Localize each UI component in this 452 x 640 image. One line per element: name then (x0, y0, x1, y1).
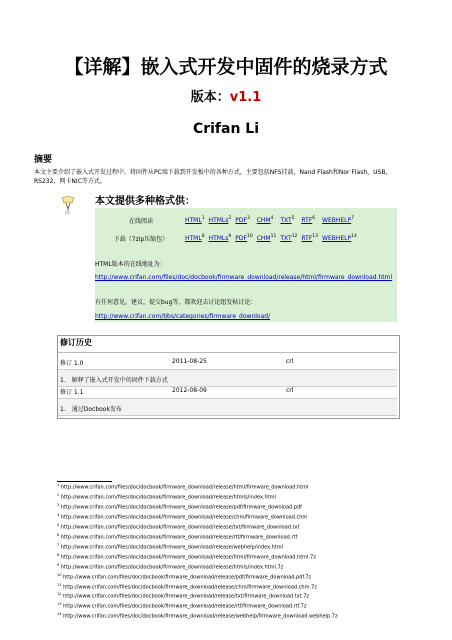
footnote: $^6$ http://www.crifan.com/files/doc/docbook/firmware_download/release/rtf/firmware_download.rtf (57, 532, 298, 541)
footnote: $^8$ http://www.crifan.com/files/doc/docbook/firmware_download/release/html/firmware_download.html.7z (57, 552, 316, 561)
footnote: $^{14}$ http://www.crifan.com/files/doc/docbook/firmware_download/release/webhelp/firmware_download.webhelp.7z (57, 612, 338, 621)
footnote: $^3$ http://www.crifan.com/files/doc/docbook/firmware_download/release/pdf/firmware_download.pdf (57, 502, 302, 511)
document-title: 【详解】嵌入式开发中固件的烧录方式 (64, 56, 388, 78)
feedback-label: 有任何意见，建议，提交bug等，都欢迎去讨论组发帖讨论： (95, 299, 257, 306)
download-link-chm[interactable]: CHM (256, 235, 271, 242)
download-link-htmls[interactable]: HTMLs (208, 235, 229, 242)
revision-note: 1. 解释了嵌入式开发中的固件下载方式 (60, 377, 168, 384)
download-link-txt[interactable]: TXT (280, 235, 292, 242)
revision-note: 1. 通过Docbook发布 (60, 406, 122, 413)
note-icon (60, 195, 76, 215)
online-url-link[interactable]: http://www.crifan.com/files/doc/docbook/firmware_download/release/html/firmware_download.html (95, 274, 393, 281)
download-link-rtf[interactable]: RTF (301, 235, 313, 242)
footnote: $^{12}$ http://www.crifan.com/files/doc/docbook/firmware_download/release/txt/firmware_download.txt.7z (57, 592, 310, 601)
revision-row (58, 353, 397, 370)
footnote: $^{13}$ http://www.crifan.com/files/doc/docbook/firmware_download/release/rtf/firmware_download.rtf.7z (57, 602, 307, 611)
abstract-title: 摘要 (34, 155, 53, 165)
footnote: $^{10}$ http://www.crifan.com/files/doc/docbook/firmware_download/release/pdf/firmware_download.pdf.7z (57, 572, 312, 581)
format-link-pdf[interactable]: PDF (235, 217, 247, 224)
format-link-htmls[interactable]: HTMLs (208, 217, 229, 224)
footnote: $^1$ http://www.crifan.com/files/doc/docbook/firmware_download/release/html/firmware_download.html (57, 483, 309, 491)
formats-table (99, 211, 359, 247)
format-link-rtf[interactable]: RTF (301, 217, 313, 224)
svg-text:注: 注 (65, 210, 71, 215)
revision-author: crl (286, 387, 294, 394)
revision-note-row (58, 399, 397, 416)
footnotes-list (57, 482, 437, 621)
revision-history-title: 修订历史 (58, 337, 397, 353)
formats-row-download: 下载（7zip压缩包） HTML$^8$ HTMLs$^9$ PDF$^{10}$ CHM$^{11}$ TXT$^{12}$ RTF$^{13}$ WEBHELP$^{14}$ (99, 229, 359, 247)
formats-row-label: 下载（7zip压缩包） (113, 235, 169, 243)
revision-version: 修订 1.1 (60, 389, 84, 396)
footnote: $^2$ http://www.crifan.com/files/doc/docbook/firmware_download/release/htmls/index.html (57, 492, 276, 501)
formats-title: 本文提供多种格式供： (95, 196, 195, 207)
revision-author: crl (286, 358, 294, 365)
version-line (0, 86, 452, 105)
author-name: Crifan Li (192, 121, 260, 137)
footnote: $^4$ http://www.crifan.com/files/doc/docbook/firmware_download/release/chm/firmware_download.chm (57, 512, 308, 521)
abstract-text: 本文主要介绍了嵌入式开发过程中，将固件从PC端下载到开发板中的各种方式，主要包括NFS挂载，Nand Flash和Nor Flash，USB，RS232，网卡NIC等方式。 (34, 169, 392, 185)
download-link-webhelp[interactable]: WEBHELP (322, 235, 352, 242)
version-label: 版本： (190, 90, 230, 105)
formats-row-online: 在线阅读 HTML$^1$ HTMLs$^2$ PDF$^3$ CHM$^4$ TXT$^5$ RTF$^6$ WEBHELP$^7$ (99, 211, 359, 229)
format-link-chm[interactable]: CHM (256, 217, 271, 224)
download-link-html[interactable]: HTML (185, 235, 202, 242)
revision-row (58, 382, 397, 399)
download-link-pdf[interactable]: PDF (235, 235, 247, 242)
footnote: $^{11}$ http://www.crifan.com/files/doc/docbook/firmware_download/release/chm/firmware_download.chm.7z (57, 582, 317, 591)
format-link-html[interactable]: HTML (185, 217, 202, 224)
revision-date: 2012-08-09 (172, 387, 207, 394)
format-link-txt[interactable]: TXT (280, 217, 292, 224)
footnote: $^7$ http://www.crifan.com/files/doc/docbook/firmware_download/release/webhelp/index.html (57, 542, 284, 551)
footnote: $^9$ http://www.crifan.com/files/doc/docbook/firmware_download/release/htmls/index.html.7z (57, 562, 284, 571)
version-number: v1.1 (229, 90, 262, 105)
revision-version: 修订 1.0 (60, 360, 84, 367)
feedback-url-link[interactable]: http://www.crifan.com/bbs/categories/firmware_download/ (95, 313, 271, 320)
revision-date: 2011-08-25 (172, 358, 207, 365)
format-link-webhelp[interactable]: WEBHELP (322, 217, 352, 224)
formats-row-label: 在线阅读 (128, 217, 153, 225)
footnote: $^5$ http://www.crifan.com/files/doc/docbook/firmware_download/release/txt/firmware_download.txt (57, 522, 300, 531)
online-label: HTML版本的在线地址为： (95, 261, 166, 268)
